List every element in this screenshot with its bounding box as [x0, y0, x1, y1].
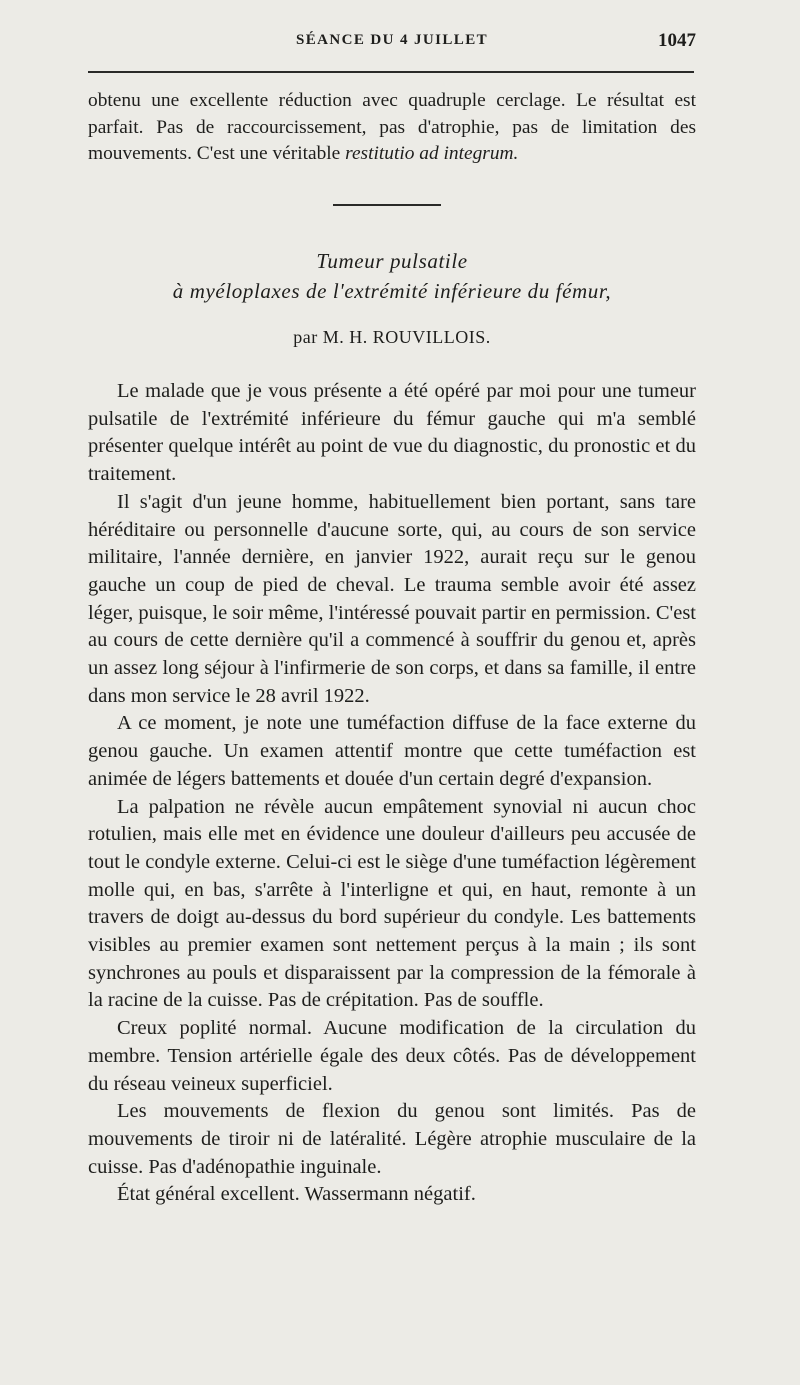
- article-body: [88, 378, 696, 1209]
- article-title-line-2: à myéloplaxes de l'extrémité inférieure du fémur,: [172, 279, 612, 303]
- section-divider: [333, 204, 441, 206]
- body-paragraph: Il s'agit d'un jeune homme, habituellement bien portant, sans tare héréditaire ou personnelle d'aucune sorte, qui, au cours de son service militaire, l'année dernière, en janvier 1922, aurait reçu sur le genou gauche un coup de pied de cheval. Le trauma semble avoir été assez léger, puisque, le soir même, l'intéressé pouvait partir en permission. C'est au cours de cette dernière qu'il a commencé à souffrir du genou et, après un assez long séjour à l'infirmerie de son corps, et dans sa famille, il entre dans mon service le 28 avril 1922.: [88, 490, 696, 707]
- intro-paragraph: [88, 88, 696, 168]
- body-paragraph: Le malade que je vous présente a été opéré par moi pour une tumeur pulsatile de l'extrémité inférieure du fémur gauche qui m'a semblé présenter quelque intérêt au point de vue du diagnostic, du pronostic et du traitement.: [88, 380, 696, 486]
- article-title-line-1: Tumeur pulsatile: [316, 249, 468, 273]
- intro-italic-text: restitutio ad integrum.: [345, 143, 519, 164]
- body-paragraph: La palpation ne révèle aucun empâtement synovial ni aucun choc rotulien, mais elle met en évidence une douleur d'ailleurs peu accusée de tout le condyle externe. Celui-ci est le siège d'une tuméfaction légèrement molle qui, en bas, s'arrête à l'interligne et qui, en haut, remonte à un travers de doigt au-dessus du bord supérieur du condyle. Les battements visibles au premier examen sont nettement perçus à la main ; ils sont synchrones au pouls et disparaissent par la compression de la fémorale à la racine de la cuisse. Pas de crépitation. Pas de souffle.: [88, 795, 696, 1012]
- page-number: 1047: [658, 30, 696, 51]
- running-head: [88, 30, 696, 56]
- running-title: SÉANCE DU 4 JUILLET: [295, 32, 489, 48]
- header-rule: [88, 71, 694, 73]
- body-paragraph: A ce moment, je note une tuméfaction diffuse de la face externe du genou gauche. Un examen attentif montre que cette tuméfaction est animée de légers battements et douée d'un certain degré d'expansion.: [88, 712, 696, 790]
- body-paragraph: État général excellent. Wassermann négatif.: [117, 1183, 476, 1206]
- body-paragraph: Les mouvements de flexion du genou sont limités. Pas de mouvements de tiroir ni de latéralité. Légère atrophie musculaire de la cuisse. Pas d'adénopathie inguinale.: [88, 1100, 696, 1178]
- body-paragraph: Creux poplité normal. Aucune modification de la circulation du membre. Tension artérielle égale des deux côtés. Pas de développement du réseau veineux superficiel.: [88, 1017, 696, 1095]
- intro-text: obtenu une excellente réduction avec quadruple cerclage. Le résultat est parfait. Pas de raccourcissement, pas d'atrophie, pas de limitation des mouvements. C'est une véritable: [88, 90, 696, 164]
- article-author: par M. H. ROUVILLOIS.: [293, 327, 491, 347]
- article-title: [88, 246, 696, 306]
